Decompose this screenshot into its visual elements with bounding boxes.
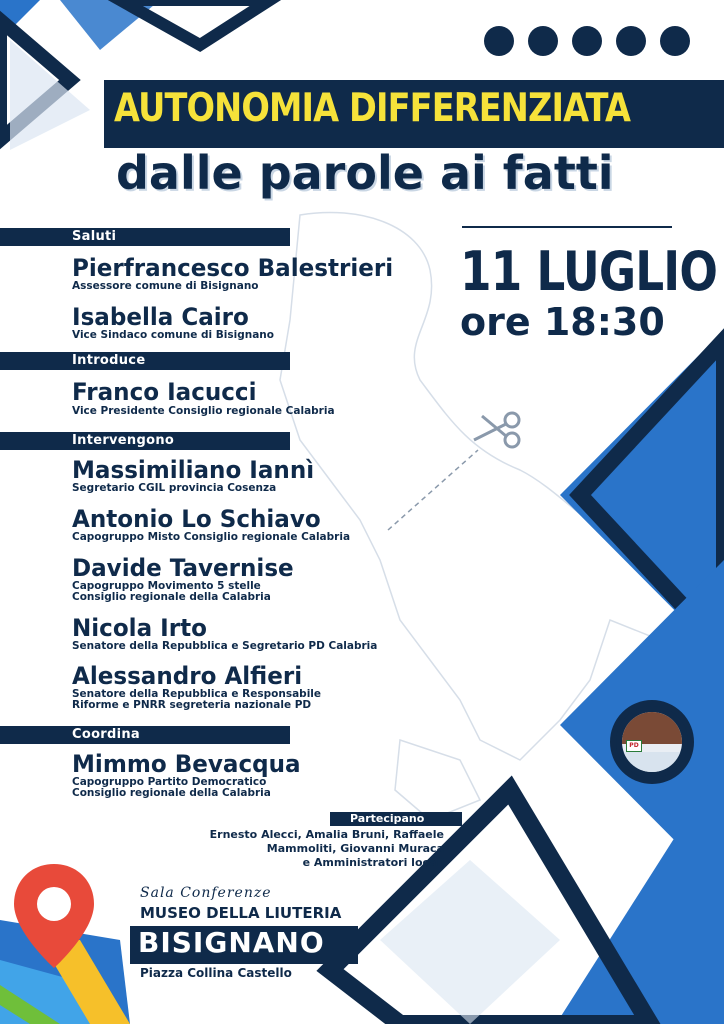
dot xyxy=(528,26,558,56)
dot xyxy=(572,26,602,56)
speaker-name: Franco Iacucci xyxy=(72,378,257,406)
speaker-name: Massimiliano Iannì xyxy=(72,456,315,484)
speaker-name: Antonio Lo Schiavo xyxy=(72,505,321,533)
speaker-role: Consiglio regionale della Calabria xyxy=(72,787,271,799)
event-subtitle: dalle parole ai fatti xyxy=(116,146,614,200)
logo-image xyxy=(622,712,682,772)
speaker-name: Isabella Cairo xyxy=(72,303,249,331)
speaker-name: Nicola Irto xyxy=(72,614,207,642)
section-coordina xyxy=(0,726,290,744)
dot xyxy=(616,26,646,56)
logo-base xyxy=(622,752,682,772)
date-divider xyxy=(462,226,672,228)
speaker-name: Mimmo Bevacqua xyxy=(72,750,301,778)
event-date: 11 LUGLIO xyxy=(460,240,718,303)
speaker-name: Davide Tavernise xyxy=(72,554,294,582)
speaker-role: Capogruppo Misto Consiglio regionale Calabria xyxy=(72,531,351,543)
section-introduce xyxy=(0,352,290,370)
venue-hall: Sala Conferenze xyxy=(140,885,272,901)
speaker-role: Capogruppo Movimento 5 stelle xyxy=(72,580,261,592)
dot xyxy=(484,26,514,56)
partecipano-label: Partecipano xyxy=(350,812,425,825)
event-time: ore 18:30 xyxy=(460,300,665,344)
section-label: Introduce xyxy=(72,353,146,368)
map-pin-icon xyxy=(8,860,100,970)
venue-city: BISIGNANO xyxy=(138,926,325,959)
speaker-name: Alessandro Alfieri xyxy=(72,662,303,690)
speaker-role: Riforme e PNRR segreteria nazionale PD xyxy=(72,699,312,711)
speaker-role: Consiglio regionale della Calabria xyxy=(72,591,271,603)
speaker-role: Assessore comune di Bisignano xyxy=(72,280,259,292)
scissors-icon xyxy=(470,410,524,454)
speaker-role: Segretario CGIL provincia Cosenza xyxy=(72,482,277,494)
venue-address: Piazza Collina Castello xyxy=(140,966,292,980)
dot xyxy=(660,26,690,56)
event-title: AUTONOMIA DIFFERENZIATA xyxy=(114,86,631,131)
partecipano-line: e Amministratori locali xyxy=(302,856,444,869)
section-label: Saluti xyxy=(72,229,117,244)
speaker-role: Capogruppo Partito Democratico xyxy=(72,776,267,788)
partecipano-line: Mammoliti, Giovanni Muraca xyxy=(266,842,444,855)
speaker-role: Vice Presidente Consiglio regionale Calabria xyxy=(72,405,335,417)
section-saluti xyxy=(0,228,290,246)
speaker-role: Senatore della Repubblica e Segretario PD Calabria xyxy=(72,640,378,652)
section-intervengono xyxy=(0,432,290,450)
section-label: Coordina xyxy=(72,727,141,742)
speaker-role: Senatore della Repubblica e Responsabile xyxy=(72,688,322,700)
partecipano-list xyxy=(190,828,444,870)
partecipano-line: Ernesto Alecci, Amalia Bruni, Raffaele xyxy=(209,828,444,841)
speaker-name: Pierfrancesco Balestrieri xyxy=(72,254,394,282)
decorative-dots xyxy=(484,26,690,56)
speaker-role: Vice Sindaco comune di Bisignano xyxy=(72,329,274,341)
party-logo xyxy=(610,700,694,784)
pd-badge-icon: PD xyxy=(626,740,642,752)
section-label: Intervengono xyxy=(72,433,175,448)
venue-museum: MUSEO DELLA LIUTERIA xyxy=(140,904,342,922)
